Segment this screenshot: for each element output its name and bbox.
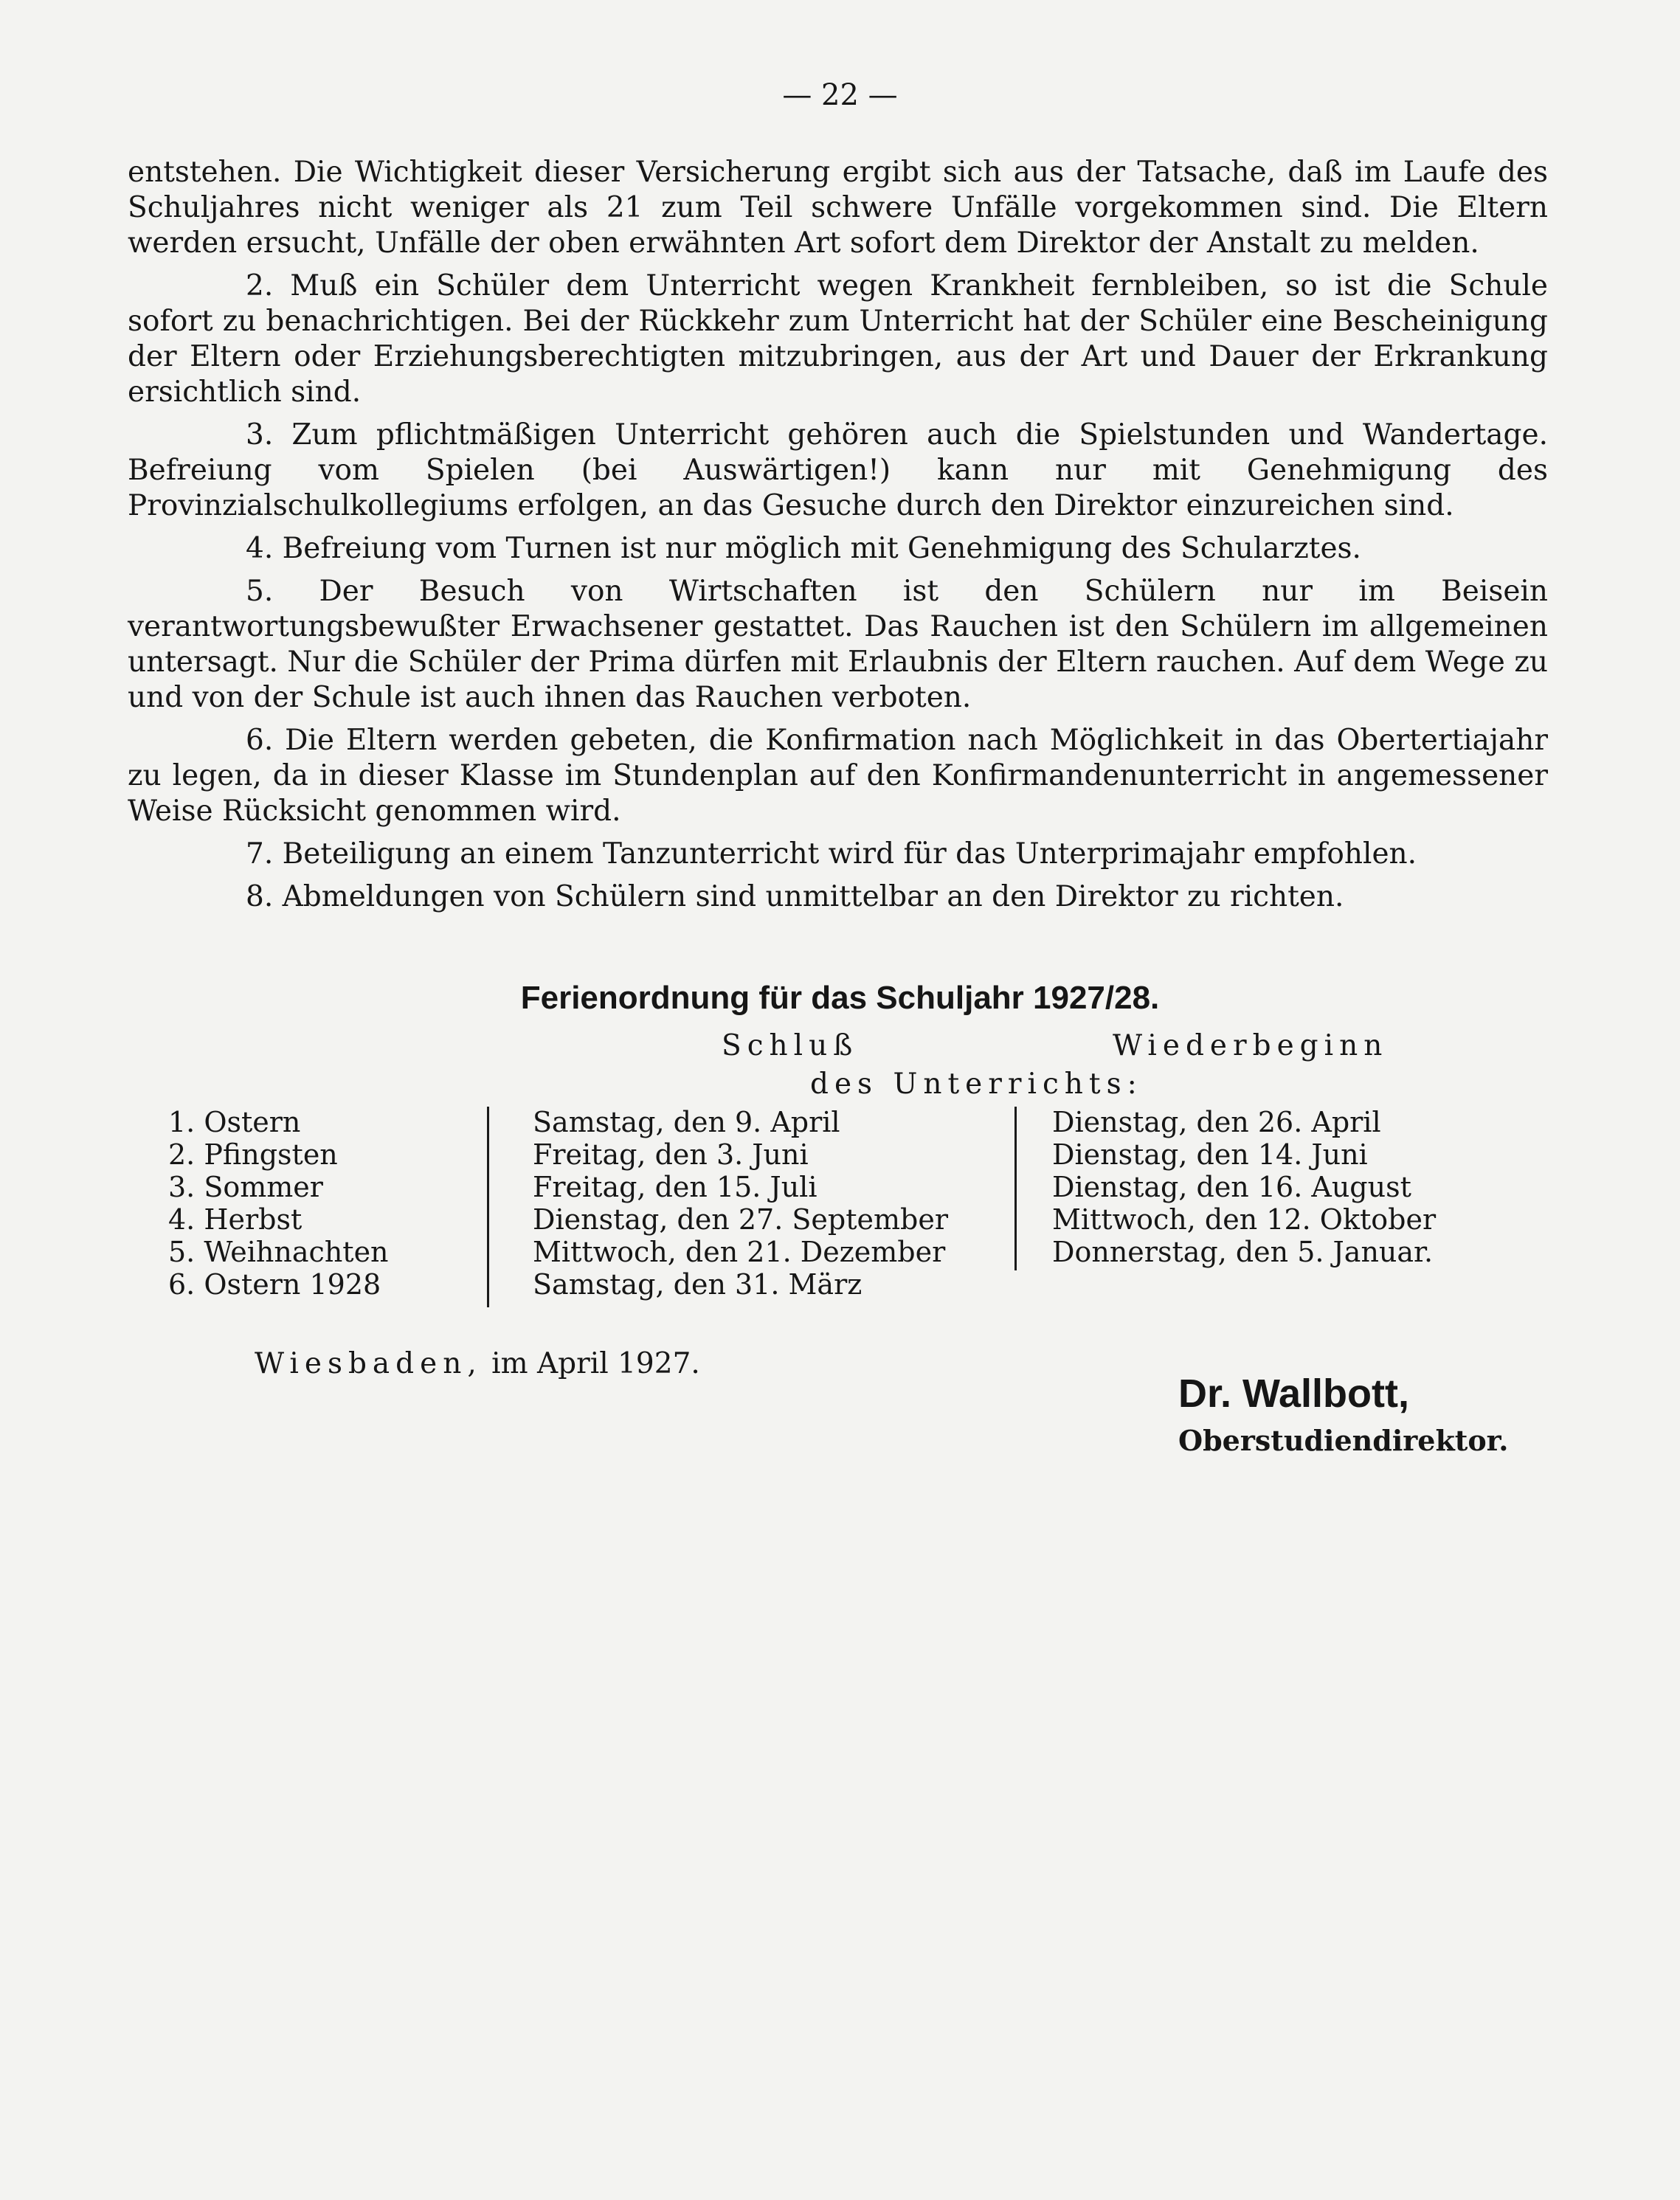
- place-date: [255, 1347, 700, 1380]
- column-divider-left: [487, 1107, 489, 1307]
- beginn-date: Dienstag, den 14. Juni: [1052, 1138, 1368, 1171]
- body-text: [128, 155, 1548, 922]
- ferien-name: 3. Sommer: [168, 1171, 323, 1203]
- schluss-date: Samstag, den 31. März: [533, 1268, 863, 1301]
- signature-name: Dr. Wallbott,: [1178, 1371, 1409, 1416]
- ferien-title: Ferienordnung für das Schuljahr 1927/28.: [520, 980, 1160, 1016]
- paragraph-3: 3. Zum pflichtmäßigen Unterricht gehören auch die Spielstunden und Wandertage. Befreiung vom Spielen (bei Auswärtigen!) kann nur mit Genehmigung des Provinzialschulkollegiums erfolgen, an das Gesuche durch den Direktor einzureichen sind.: [128, 418, 1548, 522]
- ferien-name: 2. Pfingsten: [168, 1138, 338, 1171]
- beginn-date: Dienstag, den 26. April: [1052, 1106, 1381, 1138]
- schluss-date: Mittwoch, den 21. Dezember: [533, 1236, 946, 1268]
- paragraph-4: 4. Befreiung vom Turnen ist nur möglich mit Genehmigung des Schularztes.: [246, 532, 1361, 565]
- schluss-date: Freitag, den 3. Juni: [533, 1138, 809, 1171]
- beginn-date: Donnerstag, den 5. Januar.: [1052, 1236, 1434, 1268]
- ferien-name: 5. Weihnachten: [168, 1236, 389, 1268]
- schluss-date: Freitag, den 15. Juli: [533, 1171, 817, 1203]
- schluss-date: Samstag, den 9. April: [533, 1106, 840, 1138]
- paragraph-7: 7. Beteiligung an einem Tanzunterricht wird für das Unterprimajahr empfohlen.: [246, 837, 1417, 871]
- date: im April 1927.: [491, 1347, 700, 1380]
- column-divider-right: [1014, 1107, 1017, 1270]
- schluss-date: Dienstag, den 27. September: [533, 1203, 948, 1236]
- beginn-date: Mittwoch, den 12. Oktober: [1052, 1203, 1437, 1236]
- place: Wiesbaden,: [255, 1347, 483, 1380]
- beginn-date: Dienstag, den 16. August: [1052, 1171, 1411, 1203]
- ferien-name: 4. Herbst: [168, 1203, 303, 1236]
- signature-title: Oberstudiendirektor.: [1178, 1424, 1509, 1457]
- column-header-schluss: Schluß: [722, 1029, 859, 1062]
- column-header-wiederbeginn: Wiederbeginn: [1113, 1029, 1389, 1062]
- paragraph-8: 8. Abmeldungen von Schülern sind unmittelbar an den Direktor zu richten.: [246, 880, 1344, 913]
- page-number: — 22 —: [782, 78, 898, 112]
- ferien-name: 6. Ostern 1928: [168, 1268, 381, 1301]
- ferien-name: 1. Ostern: [168, 1106, 301, 1138]
- paragraph-1: entstehen. Die Wichtigkeit dieser Versicherung ergibt sich aus der Tatsache, daß im Laufe des Schuljahres nicht weniger als 21 zum Teil schwere Unfälle vorgekommen sind. Die Eltern werden ersucht, Unfälle der oben erwähnten Art sofort dem Direktor der Anstalt zu melden.: [128, 156, 1548, 260]
- paragraph-6: 6. Die Eltern werden gebeten, die Konfirmation nach Möglichkeit in das Obertertiajahr zu legen, da in dieser Klasse im Stundenplan auf den Konfirmandenunterricht in angemessener Weise Rücksicht genommen wird.: [128, 724, 1548, 828]
- paragraph-5: 5. Der Besuch von Wirtschaften ist den Schülern nur im Beisein verantwortungsbewußter Erwachsener gestattet. Das Rauchen ist den Schülern im allgemeinen untersagt. Nur die Schüler der Prima dürfen mit Erlaubnis der Eltern rauchen. Auf dem Wege zu und von der Schule ist auch ihnen das Rauchen verboten.: [128, 575, 1548, 714]
- paragraph-2: 2. Muß ein Schüler dem Unterricht wegen Krankheit fernbleiben, so ist die Schule sofort zu benachrichtigen. Bei der Rückkehr zum Unterricht hat der Schüler eine Bescheinigung der Eltern oder Erziehungsberechtigten mitzubringen, aus der Art und Dauer der Erkrankung ersichtlich sind.: [128, 269, 1548, 409]
- column-header-unterrichts: des Unterrichts:: [810, 1068, 1143, 1101]
